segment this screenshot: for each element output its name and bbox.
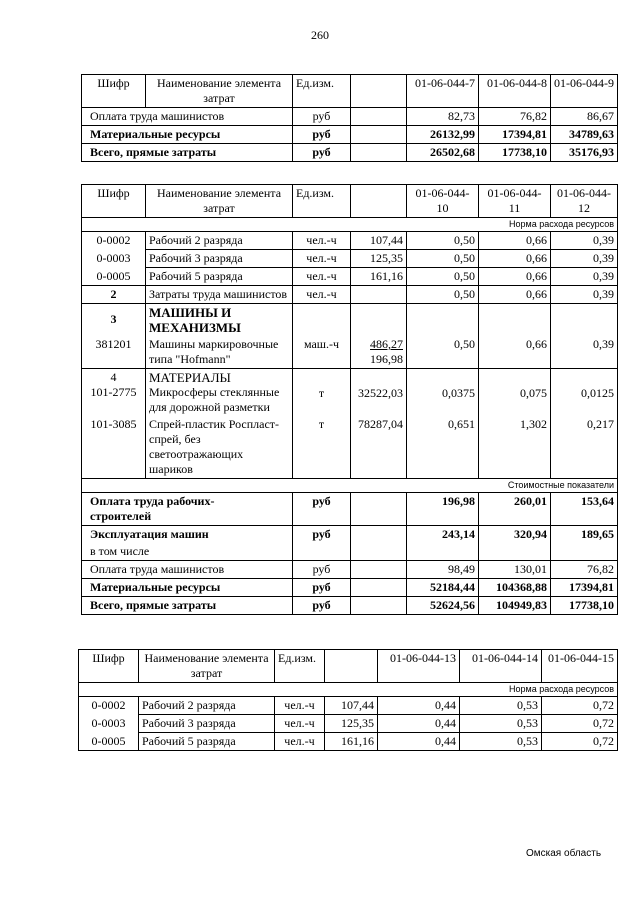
- row-value-2: 0,075: [479, 369, 551, 417]
- row-value-2: 1,302: [479, 416, 551, 479]
- table-row: [82, 369, 618, 417]
- row-unit: т: [293, 369, 351, 417]
- row-unit: т: [293, 416, 351, 479]
- header-code: Шифр: [82, 185, 146, 218]
- row-price: [351, 526, 407, 544]
- material-name: Микросферы стеклянные для дорожной разметки: [149, 385, 280, 414]
- row-value-2: 0,53: [460, 715, 542, 733]
- header-name: Наименование элемента затрат: [139, 650, 275, 683]
- row-value-2: 0,53: [460, 733, 542, 751]
- header-unit: Ед.изм.: [293, 185, 351, 218]
- row-price: 32522,03: [351, 369, 407, 417]
- row-value-3: 34789,63: [551, 126, 618, 144]
- table-header-row: [82, 185, 618, 218]
- table-row: [82, 561, 618, 579]
- row-unit: руб: [293, 144, 351, 162]
- row-unit: маш.-ч: [293, 336, 351, 369]
- row-unit: руб: [293, 561, 351, 579]
- row-value-3: 86,67: [551, 108, 618, 126]
- row-value-3: 0,72: [542, 715, 618, 733]
- section-title: МАТЕРИАЛЫ: [149, 370, 231, 385]
- table-row: [82, 126, 618, 144]
- row-value-1: 52624,56: [407, 597, 479, 615]
- row-value-3: 189,65: [551, 526, 618, 544]
- row-name: Рабочий 2 разряда: [146, 232, 293, 250]
- row-unit: [293, 543, 351, 561]
- row-unit: руб: [293, 126, 351, 144]
- row-name: Затраты труда машинистов: [146, 286, 293, 304]
- row-value-1: 0,44: [378, 715, 460, 733]
- row-price: [351, 126, 407, 144]
- table-row: [82, 250, 618, 268]
- row-unit: чел.-ч: [293, 250, 351, 268]
- table-row: [82, 579, 618, 597]
- row-price: 78287,04: [351, 416, 407, 479]
- table-row: [82, 286, 618, 304]
- header-unit: Ед.изм.: [275, 650, 325, 683]
- row-value-2: 104949,83: [479, 597, 551, 615]
- table-row: [82, 144, 618, 162]
- row-value-1: 98,49: [407, 561, 479, 579]
- row-value-1: 0,50: [407, 268, 479, 286]
- cost-table-1: [81, 74, 618, 162]
- table-row: [79, 733, 618, 751]
- machine-operator-pay: 196,98: [370, 352, 403, 366]
- row-value-2: 0,66: [479, 232, 551, 250]
- row-value-3: 0,39: [551, 232, 618, 250]
- row-code: 101-3085: [82, 416, 146, 479]
- table-row: [82, 232, 618, 250]
- table-row: [79, 715, 618, 733]
- row-value-3: 153,64: [551, 493, 618, 526]
- table-row: [82, 336, 618, 369]
- row-value-3: [551, 543, 618, 561]
- row-price: 107,44: [325, 697, 378, 715]
- header-price: [351, 75, 407, 108]
- row-name: Рабочий 5 разряда: [139, 733, 275, 751]
- row-value-2: 130,01: [479, 561, 551, 579]
- row-code: 381201: [82, 336, 146, 369]
- row-value-1: 0,0375: [407, 369, 479, 417]
- row-value-2: 0,66: [479, 286, 551, 304]
- row-price: 107,44: [351, 232, 407, 250]
- row-value-1: 0,50: [407, 336, 479, 369]
- row-value-1: 0,44: [378, 697, 460, 715]
- row-unit: руб: [293, 597, 351, 615]
- row-value-2: 0,66: [479, 336, 551, 369]
- row-unit: руб: [293, 493, 351, 526]
- row-value-2: 320,94: [479, 526, 551, 544]
- row-value-3: 76,82: [551, 561, 618, 579]
- row-name: Оплата труда машинистов: [82, 561, 293, 579]
- section-code: 3: [82, 304, 146, 337]
- row-code: 0-0005: [82, 268, 146, 286]
- row-name: в том числе: [82, 543, 293, 561]
- row-value-3: 0,72: [542, 697, 618, 715]
- row-name: Рабочий 3 разряда: [139, 715, 275, 733]
- row-unit: руб: [293, 579, 351, 597]
- row-name: Оплата труда машинистов: [82, 108, 293, 126]
- cost-table-2: [81, 184, 618, 615]
- row-value-2: 17738,10: [479, 144, 551, 162]
- row-price: [351, 597, 407, 615]
- row-value-2: [479, 304, 551, 337]
- table-row: [82, 493, 618, 526]
- row-price: 161,16: [325, 733, 378, 751]
- table-header-row: [82, 75, 618, 108]
- row-value-1: 26132,99: [407, 126, 479, 144]
- cost-label-row: [82, 479, 618, 493]
- norm-label: Норма расхода ресурсов: [79, 683, 618, 697]
- row-value-2: 17394,81: [479, 126, 551, 144]
- row-unit: чел.-ч: [275, 697, 325, 715]
- row-name: Эксплуатация машин: [82, 526, 293, 544]
- row-value-3: 17738,10: [551, 597, 618, 615]
- row-price: [351, 579, 407, 597]
- row-value-3: [551, 304, 618, 337]
- table-row: [82, 526, 618, 544]
- header-col-1: 01-06-044-10: [407, 185, 479, 218]
- row-value-3: 0,39: [551, 286, 618, 304]
- section-code: 2: [82, 286, 146, 304]
- cost-table-3: [78, 649, 618, 751]
- row-unit: чел.-ч: [275, 715, 325, 733]
- row-value-2: 104368,88: [479, 579, 551, 597]
- row-value-3: 0,0125: [551, 369, 618, 417]
- row-value-1: 196,98: [407, 493, 479, 526]
- footer-region: Омская область: [526, 848, 602, 859]
- row-value-1: 26502,68: [407, 144, 479, 162]
- row-code: 0-0003: [79, 715, 139, 733]
- row-value-1: 0,651: [407, 416, 479, 479]
- row-name: Машины маркировочные типа "Hofmann": [146, 336, 293, 369]
- row-unit: чел.-ч: [293, 232, 351, 250]
- row-price: [351, 543, 407, 561]
- row-value-2: 0,66: [479, 250, 551, 268]
- table-header-row: [79, 650, 618, 683]
- row-unit: чел.-ч: [293, 268, 351, 286]
- header-col-2: 01-06-044-8: [479, 75, 551, 108]
- row-name: Материальные ресурсы: [82, 579, 293, 597]
- row-value-1: 0,50: [407, 286, 479, 304]
- row-value-3: 17394,81: [551, 579, 618, 597]
- norm-label: Норма расхода ресурсов: [82, 218, 618, 232]
- row-price: [351, 108, 407, 126]
- row-unit: чел.-ч: [275, 733, 325, 751]
- row-code: 0-0003: [82, 250, 146, 268]
- row-price: [351, 304, 407, 337]
- table-row: [79, 697, 618, 715]
- machine-price: 486,27: [370, 337, 403, 351]
- header-col-3: 01-06-044-15: [542, 650, 618, 683]
- table-row: [82, 108, 618, 126]
- row-value-1: 0,50: [407, 232, 479, 250]
- header-col-2: 01-06-044-11: [479, 185, 551, 218]
- header-col-2: 01-06-044-14: [460, 650, 542, 683]
- row-name: Рабочий 3 разряда: [146, 250, 293, 268]
- table-row: [82, 416, 618, 479]
- row-unit: руб: [293, 108, 351, 126]
- row-value-3: 0,39: [551, 336, 618, 369]
- header-col-3: 01-06-044-9: [551, 75, 618, 108]
- table-row: [82, 597, 618, 615]
- row-price: 125,35: [351, 250, 407, 268]
- header-name: Наименование элемента затрат: [146, 75, 293, 108]
- row-name: Спрей-пластик Роспласт-спрей, без светоотражающих шариков: [146, 416, 293, 479]
- norm-label-row: [82, 218, 618, 232]
- table-row: [82, 304, 618, 337]
- section-number: 4: [110, 370, 117, 384]
- norm-label-row: [79, 683, 618, 697]
- row-price: [351, 144, 407, 162]
- row-name: Всего, прямые затраты: [82, 144, 293, 162]
- row-unit: руб: [293, 526, 351, 544]
- row-name: Материальные ресурсы: [82, 126, 293, 144]
- row-value-2: 260,01: [479, 493, 551, 526]
- header-code: Шифр: [82, 75, 146, 108]
- row-value-2: 0,66: [479, 268, 551, 286]
- row-value-3: 0,39: [551, 268, 618, 286]
- row-price: [351, 493, 407, 526]
- row-code: 0-0005: [79, 733, 139, 751]
- page-number: 260: [311, 28, 329, 42]
- header-col-1: 01-06-044-13: [378, 650, 460, 683]
- section-code: [82, 369, 146, 417]
- header-code: Шифр: [79, 650, 139, 683]
- row-name: Всего, прямые затраты: [82, 597, 293, 615]
- row-value-3: 35176,93: [551, 144, 618, 162]
- row-value-1: [407, 543, 479, 561]
- row-unit: [293, 304, 351, 337]
- row-code: 101-2775: [90, 385, 137, 399]
- header-price: [325, 650, 378, 683]
- row-price: [351, 336, 407, 369]
- row-name: Оплата труда рабочих-строителей: [82, 493, 293, 526]
- header-col-3: 01-06-044-12: [551, 185, 618, 218]
- header-name: Наименование элемента затрат: [146, 185, 293, 218]
- row-value-1: 82,73: [407, 108, 479, 126]
- row-name: [146, 369, 293, 417]
- header-price: [351, 185, 407, 218]
- row-value-2: 0,53: [460, 697, 542, 715]
- header-unit: Ед.изм.: [293, 75, 351, 108]
- row-price: 125,35: [325, 715, 378, 733]
- table-row: [82, 268, 618, 286]
- row-value-2: 76,82: [479, 108, 551, 126]
- row-value-1: [407, 304, 479, 337]
- row-value-3: 0,72: [542, 733, 618, 751]
- cost-label: Стоимостные показатели: [82, 479, 618, 493]
- row-value-3: 0,217: [551, 416, 618, 479]
- row-code: 0-0002: [79, 697, 139, 715]
- row-unit: чел.-ч: [293, 286, 351, 304]
- row-price: [351, 286, 407, 304]
- row-value-1: 0,44: [378, 733, 460, 751]
- row-name: Рабочий 2 разряда: [139, 697, 275, 715]
- section-title: МАШИНЫ И МЕХАНИЗМЫ: [146, 304, 293, 337]
- table-row: [82, 543, 618, 561]
- row-value-1: 52184,44: [407, 579, 479, 597]
- row-name: Рабочий 5 разряда: [146, 268, 293, 286]
- row-value-1: 0,50: [407, 250, 479, 268]
- row-value-3: 0,39: [551, 250, 618, 268]
- header-col-1: 01-06-044-7: [407, 75, 479, 108]
- row-code: 0-0002: [82, 232, 146, 250]
- row-value-1: 243,14: [407, 526, 479, 544]
- row-value-2: [479, 543, 551, 561]
- row-price: [351, 561, 407, 579]
- row-price: 161,16: [351, 268, 407, 286]
